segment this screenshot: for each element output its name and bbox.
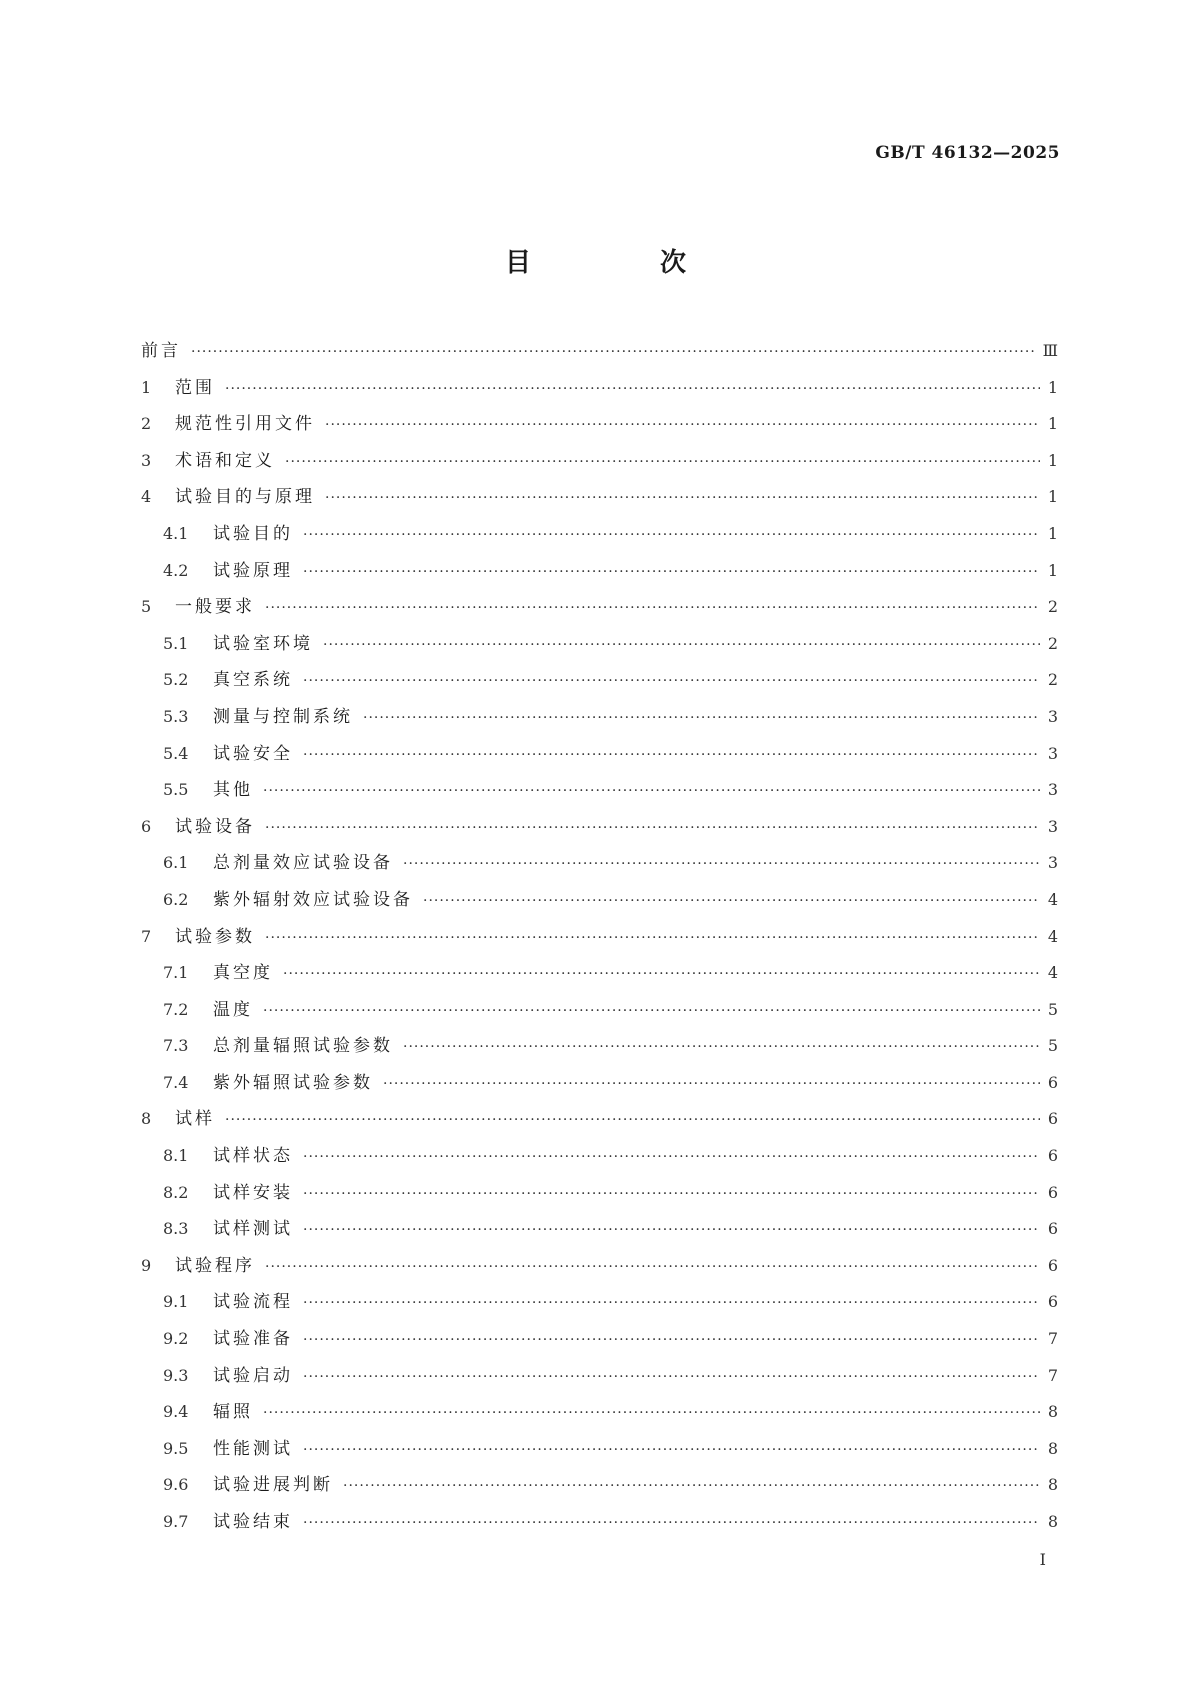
- toc-entry-title: 试验程序: [175, 1255, 255, 1276]
- page-number: I: [1039, 1550, 1046, 1569]
- toc-dot-leader: [191, 344, 1037, 360]
- toc-entry[interactable]: [141, 629, 1058, 666]
- toc-entry-title: 试验原理: [213, 560, 293, 581]
- toc-entry-number: 6.2: [163, 889, 189, 909]
- toc-entry[interactable]: [141, 556, 1058, 593]
- toc-entry-page: 8: [1047, 1512, 1058, 1531]
- toc-entry-number: 9: [141, 1255, 152, 1275]
- toc-entry-number: 6.1: [163, 853, 189, 873]
- toc-entry-page: 5: [1047, 999, 1058, 1019]
- toc-entry-page: 6: [1047, 1219, 1058, 1239]
- toc-dot-leader: [263, 1003, 1040, 1019]
- toc-entry-number: 6: [141, 816, 152, 836]
- toc-entry-page: 4: [1047, 889, 1058, 909]
- toc-entry-title: 试验参数: [175, 926, 255, 947]
- toc-entry-number: 4.1: [163, 523, 189, 543]
- toc-entry-number: 7.4: [163, 1072, 189, 1092]
- toc-dot-leader: [265, 600, 1040, 616]
- toc-entry-number: 9.1: [163, 1292, 189, 1312]
- toc-dot-leader: [303, 564, 1040, 580]
- toc-dot-leader: [225, 381, 1040, 397]
- toc-entry[interactable]: [141, 1434, 1058, 1471]
- toc-entry-number: 8: [141, 1109, 152, 1129]
- toc-entry[interactable]: [141, 885, 1058, 922]
- toc-dot-leader: [383, 1076, 1040, 1092]
- toc-dot-leader: [283, 966, 1040, 982]
- toc-entry-title: 试样状态: [213, 1146, 293, 1167]
- page-title: 目 次: [504, 248, 747, 278]
- toc-entry-title: 试验目的与原理: [175, 487, 315, 508]
- toc-entry-title: 辐照: [213, 1402, 253, 1423]
- toc-dot-leader: [303, 1149, 1040, 1165]
- toc-entry[interactable]: [141, 1141, 1058, 1178]
- toc-entry-title: 一般要求: [175, 597, 255, 618]
- toc-entry-number: 5: [141, 597, 152, 617]
- toc-dot-leader: [303, 747, 1040, 763]
- toc-entry[interactable]: [141, 1104, 1058, 1141]
- toc-dot-leader: [403, 1039, 1040, 1055]
- toc-entry-number: 8.1: [163, 1146, 189, 1166]
- toc-entry[interactable]: [141, 446, 1058, 483]
- toc-entry-number: 5.5: [163, 780, 189, 800]
- toc-entry[interactable]: [141, 1251, 1058, 1288]
- toc-entry-title: 试验进展判断: [213, 1475, 333, 1496]
- toc-entry-page: 1: [1047, 523, 1058, 543]
- toc-entry[interactable]: [141, 1068, 1058, 1105]
- toc-entry-page: 2: [1047, 633, 1058, 653]
- toc-entry-title: 试验流程: [213, 1292, 293, 1313]
- toc-entry-number: 8.3: [163, 1219, 189, 1239]
- toc-entry-title: 紫外辐射效应试验设备: [213, 889, 413, 910]
- toc-dot-leader: [225, 1112, 1040, 1128]
- toc-entry-page: 1: [1047, 487, 1058, 507]
- toc-entry-number: 1: [141, 377, 152, 397]
- toc-dot-leader: [303, 527, 1040, 543]
- toc-dot-leader: [285, 454, 1040, 470]
- toc-dot-leader: [303, 1442, 1040, 1458]
- toc-entry-page: 6: [1047, 1292, 1058, 1312]
- toc-entry[interactable]: [141, 1031, 1058, 1068]
- toc-entry-title: 试验准备: [213, 1329, 293, 1350]
- toc-entry-number: 5.1: [163, 633, 189, 653]
- toc-dot-leader: [303, 1295, 1040, 1311]
- toc-dot-leader: [303, 1186, 1040, 1202]
- toc-entry-number: 8.2: [163, 1182, 189, 1202]
- toc-entry-number: 5.3: [163, 706, 189, 726]
- toc-entry-page: 3: [1047, 743, 1058, 763]
- toc-entry-page: 2: [1047, 597, 1058, 617]
- toc-dot-leader: [303, 1332, 1040, 1348]
- toc-dot-leader: [265, 820, 1040, 836]
- toc-entry-page: 6: [1047, 1182, 1058, 1202]
- toc-entry[interactable]: [141, 1470, 1058, 1507]
- toc-entry-page: 6: [1047, 1072, 1058, 1092]
- toc-entry-title: 真空系统: [213, 670, 293, 691]
- toc-entry-page: 7: [1047, 1329, 1058, 1349]
- toc-entry-title: 规范性引用文件: [175, 414, 315, 435]
- toc-entry-page: 6: [1047, 1109, 1058, 1129]
- toc-entry-page: 5: [1047, 1036, 1058, 1056]
- toc-entry-number: 9.7: [163, 1512, 189, 1531]
- toc-entry[interactable]: [141, 373, 1058, 410]
- toc-entry-title: 试验目的: [213, 523, 293, 544]
- toc-entry[interactable]: [141, 812, 1058, 849]
- toc-entry-title: 性能测试: [213, 1438, 293, 1459]
- toc-entry[interactable]: [141, 1397, 1058, 1434]
- toc-entry-page: 1: [1047, 414, 1058, 434]
- toc-entry-page: 3: [1047, 853, 1058, 873]
- toc-entry-number: 7.3: [163, 1036, 189, 1056]
- toc-entry-title: 试样测试: [213, 1219, 293, 1240]
- toc-entry[interactable]: [141, 519, 1058, 556]
- toc-entry-page: 3: [1047, 780, 1058, 800]
- toc-entry-page: 4: [1047, 926, 1058, 946]
- toc-entry-title: 试验结束: [213, 1512, 293, 1532]
- toc-entry-page: 1: [1047, 450, 1058, 470]
- toc-dot-leader: [303, 1515, 1040, 1531]
- toc-dot-leader: [423, 893, 1040, 909]
- toc-entry-page: 1: [1047, 560, 1058, 580]
- toc-entry[interactable]: [141, 995, 1058, 1032]
- toc-dot-leader: [303, 1222, 1040, 1238]
- table-of-contents: [141, 336, 1058, 1544]
- toc-dot-leader: [265, 1259, 1040, 1275]
- toc-entry-number: 7.1: [163, 963, 189, 983]
- toc-entry-title: 总剂量辐照试验参数: [213, 1036, 393, 1057]
- toc-entry-number: 7: [141, 926, 152, 946]
- toc-entry-title: 试验室环境: [213, 633, 313, 654]
- toc-entry-number: 9.2: [163, 1329, 189, 1349]
- toc-entry[interactable]: [141, 1214, 1058, 1251]
- toc-dot-leader: [265, 930, 1040, 946]
- toc-entry[interactable]: [141, 1361, 1058, 1398]
- toc-dot-leader: [263, 783, 1040, 799]
- toc-entry-number: 7.2: [163, 999, 189, 1019]
- toc-entry-page: 8: [1047, 1475, 1058, 1495]
- toc-entry-title: 术语和定义: [175, 450, 275, 471]
- toc-entry[interactable]: [141, 1507, 1058, 1544]
- toc-entry[interactable]: [141, 1287, 1058, 1324]
- toc-dot-leader: [263, 1405, 1040, 1421]
- toc-entry[interactable]: [141, 482, 1058, 519]
- toc-entry-page: 6: [1047, 1255, 1058, 1275]
- toc-entry-title: 紫外辐照试验参数: [213, 1072, 373, 1093]
- toc-entry-title: 试样安装: [213, 1182, 293, 1203]
- toc-entry-page: 3: [1047, 816, 1058, 836]
- toc-entry-title: 测量与控制系统: [213, 706, 353, 727]
- toc-entry-title: 试样: [175, 1109, 215, 1130]
- toc-dot-leader: [403, 856, 1040, 872]
- toc-entry-number: 4: [141, 487, 152, 507]
- toc-entry[interactable]: [141, 848, 1058, 885]
- toc-entry-page: 3: [1047, 706, 1058, 726]
- toc-dot-leader: [325, 490, 1040, 506]
- toc-entry[interactable]: [141, 702, 1058, 739]
- toc-entry[interactable]: [141, 958, 1058, 995]
- standard-number: GB/T 46132—2025: [875, 143, 1060, 163]
- toc-entry-page: Ⅲ: [1042, 341, 1058, 360]
- toc-entry-page: 8: [1047, 1438, 1058, 1458]
- toc-entry[interactable]: [141, 1324, 1058, 1361]
- toc-dot-leader: [363, 710, 1040, 726]
- toc-entry-title: 试验设备: [175, 816, 255, 837]
- toc-entry-title: 试验启动: [213, 1365, 293, 1386]
- toc-entry-title: 前言: [141, 341, 181, 361]
- toc-entry-page: 7: [1047, 1365, 1058, 1385]
- toc-entry-number: 9.4: [163, 1402, 189, 1422]
- toc-entry-number: 2: [141, 414, 152, 434]
- toc-entry-page: 1: [1047, 377, 1058, 397]
- toc-entry[interactable]: [141, 336, 1058, 373]
- toc-entry-title: 总剂量效应试验设备: [213, 853, 393, 874]
- toc-entry-title: 试验安全: [213, 743, 293, 764]
- toc-entry-number: 5.4: [163, 743, 189, 763]
- toc-dot-leader: [343, 1478, 1040, 1494]
- toc-dot-leader: [323, 637, 1040, 653]
- toc-entry[interactable]: [141, 665, 1058, 702]
- toc-entry[interactable]: [141, 775, 1058, 812]
- toc-dot-leader: [303, 673, 1040, 689]
- toc-entry-number: 3: [141, 450, 152, 470]
- toc-entry-number: 9.3: [163, 1365, 189, 1385]
- toc-entry[interactable]: [141, 592, 1058, 629]
- toc-entry-page: 2: [1047, 670, 1058, 690]
- toc-entry-title: 其他: [213, 780, 253, 801]
- toc-entry-page: 8: [1047, 1402, 1058, 1422]
- toc-entry-number: 9.6: [163, 1475, 189, 1495]
- toc-dot-leader: [325, 417, 1040, 433]
- toc-dot-leader: [303, 1369, 1040, 1385]
- toc-entry[interactable]: [141, 922, 1058, 959]
- toc-entry[interactable]: [141, 409, 1058, 446]
- toc-entry-title: 真空度: [213, 963, 273, 984]
- toc-entry[interactable]: [141, 739, 1058, 776]
- toc-entry-title: 范围: [175, 377, 215, 398]
- toc-entry-number: 5.2: [163, 670, 189, 690]
- toc-entry-page: 4: [1047, 963, 1058, 983]
- toc-entry-title: 温度: [213, 999, 253, 1020]
- toc-entry[interactable]: [141, 1178, 1058, 1215]
- toc-entry-number: 9.5: [163, 1438, 189, 1458]
- toc-entry-number: 4.2: [163, 560, 189, 580]
- toc-entry-page: 6: [1047, 1146, 1058, 1166]
